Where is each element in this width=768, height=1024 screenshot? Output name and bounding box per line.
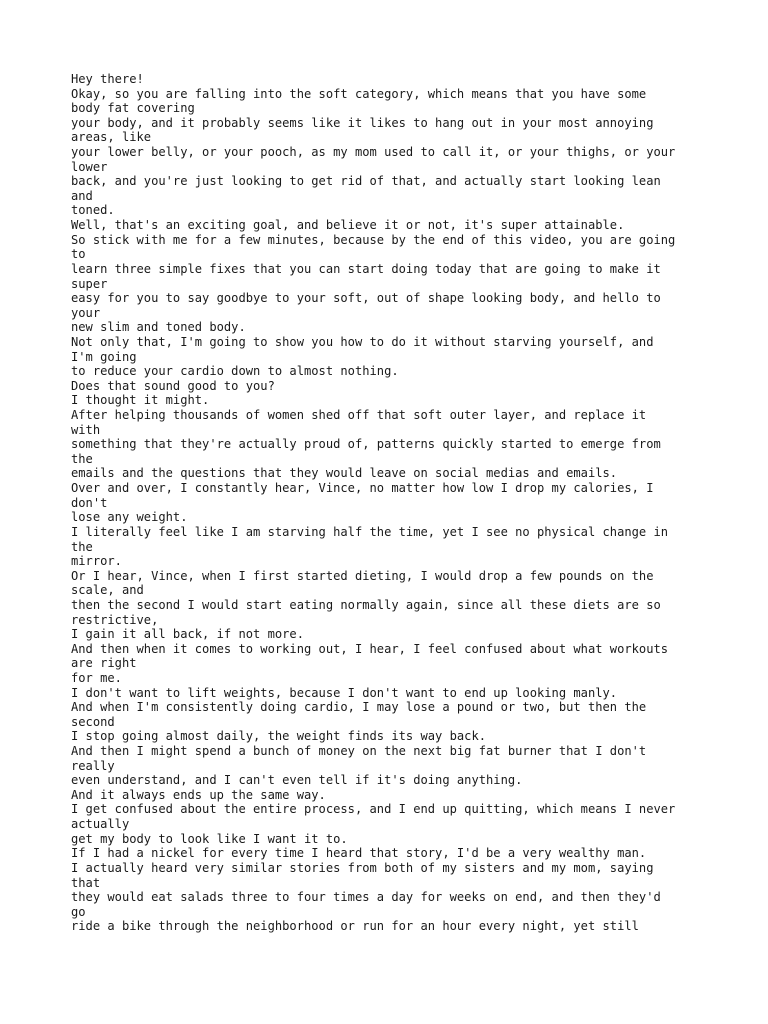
text-line: I gain it all back, if not more.	[71, 627, 304, 642]
text-line: toned.	[71, 203, 115, 218]
text-line: I actually heard very similar stories from both of my sisters and my mom, saying	[71, 860, 654, 875]
text-line: Hey there!	[71, 72, 144, 86]
text-line: actually	[71, 817, 130, 832]
text-line: mirror.	[71, 554, 122, 569]
text-line: easy for you to say goodbye to your soft, out of shape looking body, and hello to	[71, 291, 661, 306]
text-line: Does that sound good to you?	[71, 378, 275, 393]
text-line: ride a bike through the neighborhood or run for an hour every night, yet still	[71, 919, 639, 934]
text-line: restrictive,	[71, 612, 159, 627]
text-line: areas, like	[71, 130, 152, 145]
text-line: then the second I would start eating normally again, since all these diets are so	[71, 597, 661, 612]
document-page	[71, 72, 711, 934]
text-line: really	[71, 758, 115, 773]
text-line: something that they're actually proud of, patterns quickly started to emerge from	[71, 437, 661, 452]
text-line: they would eat salads three to four times a day for weeks on end, and then they'd	[71, 890, 661, 905]
text-line: lower	[71, 159, 108, 174]
text-line: Okay, so you are falling into the soft category, which means that you have some	[71, 86, 647, 101]
text-line: And then when it comes to working out, I hear, I feel confused about what workouts	[71, 641, 669, 656]
text-line: new slim and toned body.	[71, 320, 246, 335]
text-line: to	[71, 247, 86, 262]
text-line: your body, and it probably seems like it likes to hang out in your most annoying	[71, 115, 654, 130]
text-line: emails and the questions that they would leave on social medias and emails.	[71, 466, 618, 481]
text-line: even understand, and I can't even tell if it's doing anything.	[71, 773, 523, 788]
text-line: Well, that's an exciting goal, and believe it or not, it's super attainable.	[71, 218, 625, 233]
text-line: And it always ends up the same way.	[71, 787, 326, 802]
text-line: I stop going almost daily, the weight finds its way back.	[71, 729, 487, 744]
text-line: And then I might spend a bunch of money on the next big fat burner that I don't	[71, 744, 647, 759]
text-line: your	[71, 305, 101, 320]
text-line: super	[71, 276, 108, 291]
text-line: your lower belly, or your pooch, as my mom used to call it, or your thighs, or your	[71, 145, 676, 160]
text-line: scale, and	[71, 583, 144, 598]
text-line: get my body to look like I want it to.	[71, 831, 348, 846]
text-line: So stick with me for a few minutes, because by the end of this video, you are going	[71, 232, 676, 247]
text-line: and	[71, 188, 93, 203]
text-line: And when I'm consistently doing cardio, I may lose a pound or two, but then the	[71, 700, 647, 715]
text-line: that	[71, 875, 101, 890]
text-line: the	[71, 451, 93, 466]
text-line: learn three simple fixes that you can start doing today that are going to make it	[71, 261, 661, 276]
text-line: the	[71, 539, 93, 554]
text-line: Or I hear, Vince, when I first started dieting, I would drop a few pounds on the	[71, 568, 654, 583]
text-line: are right	[71, 656, 137, 671]
text-line: I thought it might.	[71, 393, 210, 408]
text-line: with	[71, 422, 101, 437]
text-line: If I had a nickel for every time I heard that story, I'd be a very wealthy man.	[71, 846, 647, 861]
text-line: Over and over, I constantly hear, Vince, no matter how low I drop my calories, I	[71, 481, 654, 496]
text-line: I literally feel like I am starving half the time, yet I see no physical change in	[71, 524, 669, 539]
text-line: body fat covering	[71, 101, 195, 116]
text-line: lose any weight.	[71, 510, 188, 525]
text-line: don't	[71, 495, 108, 510]
text-line: I don't want to lift weights, because I don't want to end up looking manly.	[71, 685, 618, 700]
text-line: go	[71, 904, 86, 919]
text-line: second	[71, 714, 115, 729]
text-line: After helping thousands of women shed off that soft outer layer, and replace it	[71, 408, 647, 423]
text-line: I'm going	[71, 349, 137, 364]
text-line: back, and you're just looking to get rid of that, and actually start looking lean	[71, 174, 661, 189]
text-line: for me.	[71, 670, 122, 685]
text-line: I get confused about the entire process, and I end up quitting, which means I never	[71, 802, 676, 817]
text-line: Not only that, I'm going to show you how to do it without starving yourself, and	[71, 334, 654, 349]
text-line: to reduce your cardio down to almost nothing.	[71, 364, 399, 379]
